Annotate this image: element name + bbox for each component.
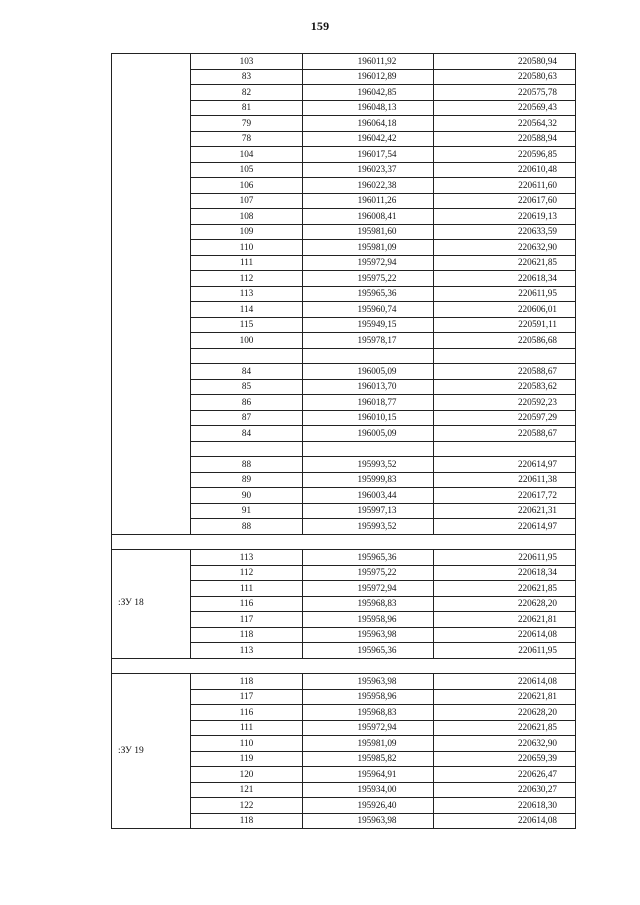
point-number-cell: 107 bbox=[191, 193, 303, 209]
x-coordinate-cell: 195975,22 bbox=[303, 565, 434, 581]
x-coordinate-cell: 195934,00 bbox=[303, 782, 434, 798]
point-number-cell: 114 bbox=[191, 302, 303, 318]
point-number-cell: 116 bbox=[191, 705, 303, 721]
y-coordinate-cell: 220611,95 bbox=[434, 286, 576, 302]
point-number-cell: 113 bbox=[191, 550, 303, 566]
point-number-cell: 103 bbox=[191, 54, 303, 70]
y-coordinate-cell: 220614,97 bbox=[434, 519, 576, 535]
y-coordinate-cell: 220621,85 bbox=[434, 255, 576, 271]
x-coordinate-cell: 195997,13 bbox=[303, 503, 434, 519]
x-coordinate-cell: 196005,09 bbox=[303, 364, 434, 380]
y-coordinate-cell: 220621,85 bbox=[434, 581, 576, 597]
y-coordinate-cell: 220632,90 bbox=[434, 736, 576, 752]
point-number-cell: 84 bbox=[191, 426, 303, 442]
point-number-cell: 116 bbox=[191, 596, 303, 612]
page-number: 159 bbox=[310, 19, 330, 33]
x-coordinate-cell: 196011,92 bbox=[303, 54, 434, 70]
y-coordinate-cell: 220617,72 bbox=[434, 488, 576, 504]
table-row bbox=[112, 550, 576, 566]
y-coordinate-cell: 220596,85 bbox=[434, 147, 576, 163]
point-number-cell: 88 bbox=[191, 519, 303, 535]
point-number-cell: 104 bbox=[191, 147, 303, 163]
x-coordinate-cell bbox=[303, 348, 434, 364]
y-coordinate-cell: 220611,95 bbox=[434, 643, 576, 659]
section-separator-row bbox=[112, 658, 576, 674]
table-row bbox=[112, 54, 576, 70]
point-number-cell: 89 bbox=[191, 472, 303, 488]
x-coordinate-cell: 195960,74 bbox=[303, 302, 434, 318]
y-coordinate-cell: 220592,23 bbox=[434, 395, 576, 411]
section-separator-row bbox=[112, 534, 576, 550]
x-coordinate-cell: 196048,13 bbox=[303, 100, 434, 116]
y-coordinate-cell: 220621,31 bbox=[434, 503, 576, 519]
point-number-cell: 119 bbox=[191, 751, 303, 767]
point-number-cell: 121 bbox=[191, 782, 303, 798]
point-number-cell: 110 bbox=[191, 240, 303, 256]
parcel-label bbox=[112, 54, 191, 535]
x-coordinate-cell: 196011,26 bbox=[303, 193, 434, 209]
point-number-cell: 111 bbox=[191, 720, 303, 736]
point-number-cell: 106 bbox=[191, 178, 303, 194]
x-coordinate-cell: 196008,41 bbox=[303, 209, 434, 225]
point-number-cell: 122 bbox=[191, 798, 303, 814]
x-coordinate-cell: 196010,15 bbox=[303, 410, 434, 426]
x-coordinate-cell: 195958,96 bbox=[303, 689, 434, 705]
y-coordinate-cell: 220621,81 bbox=[434, 689, 576, 705]
x-coordinate-cell: 195965,36 bbox=[303, 550, 434, 566]
parcel-label: :ЗУ 19 bbox=[112, 674, 191, 829]
point-number-cell: 78 bbox=[191, 131, 303, 147]
point-number-cell: 112 bbox=[191, 271, 303, 287]
y-coordinate-cell: 220580,63 bbox=[434, 69, 576, 85]
point-number-cell: 109 bbox=[191, 224, 303, 240]
x-coordinate-cell: 195965,36 bbox=[303, 286, 434, 302]
y-coordinate-cell: 220611,60 bbox=[434, 178, 576, 194]
point-number-cell bbox=[191, 348, 303, 364]
x-coordinate-cell: 195968,83 bbox=[303, 596, 434, 612]
x-coordinate-cell: 196042,85 bbox=[303, 85, 434, 101]
y-coordinate-cell: 220614,08 bbox=[434, 627, 576, 643]
y-coordinate-cell: 220630,27 bbox=[434, 782, 576, 798]
point-number-cell: 113 bbox=[191, 286, 303, 302]
point-number-cell: 105 bbox=[191, 162, 303, 178]
parcel-label: :ЗУ 18 bbox=[112, 550, 191, 659]
point-number-cell: 84 bbox=[191, 364, 303, 380]
x-coordinate-cell: 195968,83 bbox=[303, 705, 434, 721]
x-coordinate-cell: 195975,22 bbox=[303, 271, 434, 287]
table-row bbox=[112, 674, 576, 690]
point-number-cell: 117 bbox=[191, 612, 303, 628]
point-number-cell: 90 bbox=[191, 488, 303, 504]
y-coordinate-cell: 220621,85 bbox=[434, 720, 576, 736]
point-number-cell: 110 bbox=[191, 736, 303, 752]
x-coordinate-cell: 196013,70 bbox=[303, 379, 434, 395]
x-coordinate-cell: 196042,42 bbox=[303, 131, 434, 147]
separator-cell bbox=[112, 534, 576, 550]
y-coordinate-cell: 220588,67 bbox=[434, 364, 576, 380]
x-coordinate-cell: 196012,89 bbox=[303, 69, 434, 85]
y-coordinate-cell: 220591,11 bbox=[434, 317, 576, 333]
x-coordinate-cell bbox=[303, 441, 434, 457]
y-coordinate-cell: 220614,08 bbox=[434, 813, 576, 829]
x-coordinate-cell: 196017,54 bbox=[303, 147, 434, 163]
x-coordinate-cell: 195963,98 bbox=[303, 627, 434, 643]
x-coordinate-cell: 195981,09 bbox=[303, 736, 434, 752]
y-coordinate-cell: 220588,67 bbox=[434, 426, 576, 442]
y-coordinate-cell: 220588,94 bbox=[434, 131, 576, 147]
y-coordinate-cell: 220611,95 bbox=[434, 550, 576, 566]
y-coordinate-cell: 220618,34 bbox=[434, 565, 576, 581]
x-coordinate-cell: 195926,40 bbox=[303, 798, 434, 814]
x-coordinate-cell: 195972,94 bbox=[303, 581, 434, 597]
x-coordinate-cell: 195963,98 bbox=[303, 813, 434, 829]
point-number-cell: 113 bbox=[191, 643, 303, 659]
x-coordinate-cell: 195963,98 bbox=[303, 674, 434, 690]
x-coordinate-cell: 195993,52 bbox=[303, 457, 434, 473]
x-coordinate-cell: 195981,09 bbox=[303, 240, 434, 256]
x-coordinate-cell: 195981,60 bbox=[303, 224, 434, 240]
y-coordinate-cell: 220614,97 bbox=[434, 457, 576, 473]
point-number-cell: 91 bbox=[191, 503, 303, 519]
coordinates-table bbox=[111, 53, 576, 829]
y-coordinate-cell: 220564,32 bbox=[434, 116, 576, 132]
point-number-cell: 117 bbox=[191, 689, 303, 705]
point-number-cell: 86 bbox=[191, 395, 303, 411]
point-number-cell: 111 bbox=[191, 255, 303, 271]
y-coordinate-cell: 220583,62 bbox=[434, 379, 576, 395]
y-coordinate-cell: 220628,20 bbox=[434, 705, 576, 721]
x-coordinate-cell: 196064,18 bbox=[303, 116, 434, 132]
y-coordinate-cell: 220628,20 bbox=[434, 596, 576, 612]
x-coordinate-cell: 195978,17 bbox=[303, 333, 434, 349]
y-coordinate-cell: 220606,01 bbox=[434, 302, 576, 318]
y-coordinate-cell: 220569,43 bbox=[434, 100, 576, 116]
x-coordinate-cell: 195958,96 bbox=[303, 612, 434, 628]
y-coordinate-cell: 220619,13 bbox=[434, 209, 576, 225]
y-coordinate-cell bbox=[434, 441, 576, 457]
x-coordinate-cell: 195949,15 bbox=[303, 317, 434, 333]
y-coordinate-cell: 220580,94 bbox=[434, 54, 576, 70]
point-number-cell: 118 bbox=[191, 627, 303, 643]
x-coordinate-cell: 196003,44 bbox=[303, 488, 434, 504]
point-number-cell: 83 bbox=[191, 69, 303, 85]
point-number-cell: 112 bbox=[191, 565, 303, 581]
point-number-cell: 118 bbox=[191, 674, 303, 690]
point-number-cell: 111 bbox=[191, 581, 303, 597]
point-number-cell bbox=[191, 441, 303, 457]
y-coordinate-cell: 220633,59 bbox=[434, 224, 576, 240]
x-coordinate-cell: 196023,37 bbox=[303, 162, 434, 178]
point-number-cell: 88 bbox=[191, 457, 303, 473]
x-coordinate-cell: 196022,38 bbox=[303, 178, 434, 194]
y-coordinate-cell: 220611,38 bbox=[434, 472, 576, 488]
x-coordinate-cell: 196005,09 bbox=[303, 426, 434, 442]
x-coordinate-cell: 196018,77 bbox=[303, 395, 434, 411]
y-coordinate-cell: 220597,29 bbox=[434, 410, 576, 426]
x-coordinate-cell: 195972,94 bbox=[303, 720, 434, 736]
point-number-cell: 108 bbox=[191, 209, 303, 225]
y-coordinate-cell: 220614,08 bbox=[434, 674, 576, 690]
point-number-cell: 85 bbox=[191, 379, 303, 395]
y-coordinate-cell: 220617,60 bbox=[434, 193, 576, 209]
y-coordinate-cell: 220632,90 bbox=[434, 240, 576, 256]
y-coordinate-cell: 220618,34 bbox=[434, 271, 576, 287]
x-coordinate-cell: 195993,52 bbox=[303, 519, 434, 535]
point-number-cell: 118 bbox=[191, 813, 303, 829]
y-coordinate-cell bbox=[434, 348, 576, 364]
point-number-cell: 100 bbox=[191, 333, 303, 349]
point-number-cell: 87 bbox=[191, 410, 303, 426]
coordinates-table-body bbox=[112, 54, 576, 829]
y-coordinate-cell: 220586,68 bbox=[434, 333, 576, 349]
point-number-cell: 79 bbox=[191, 116, 303, 132]
y-coordinate-cell: 220626,47 bbox=[434, 767, 576, 783]
point-number-cell: 81 bbox=[191, 100, 303, 116]
point-number-cell: 120 bbox=[191, 767, 303, 783]
point-number-cell: 82 bbox=[191, 85, 303, 101]
y-coordinate-cell: 220575,78 bbox=[434, 85, 576, 101]
x-coordinate-cell: 195985,82 bbox=[303, 751, 434, 767]
y-coordinate-cell: 220659,39 bbox=[434, 751, 576, 767]
y-coordinate-cell: 220618,30 bbox=[434, 798, 576, 814]
x-coordinate-cell: 195999,83 bbox=[303, 472, 434, 488]
y-coordinate-cell: 220610,48 bbox=[434, 162, 576, 178]
point-number-cell: 115 bbox=[191, 317, 303, 333]
y-coordinate-cell: 220621,81 bbox=[434, 612, 576, 628]
separator-cell bbox=[112, 658, 576, 674]
x-coordinate-cell: 195964,91 bbox=[303, 767, 434, 783]
x-coordinate-cell: 195972,94 bbox=[303, 255, 434, 271]
x-coordinate-cell: 195965,36 bbox=[303, 643, 434, 659]
